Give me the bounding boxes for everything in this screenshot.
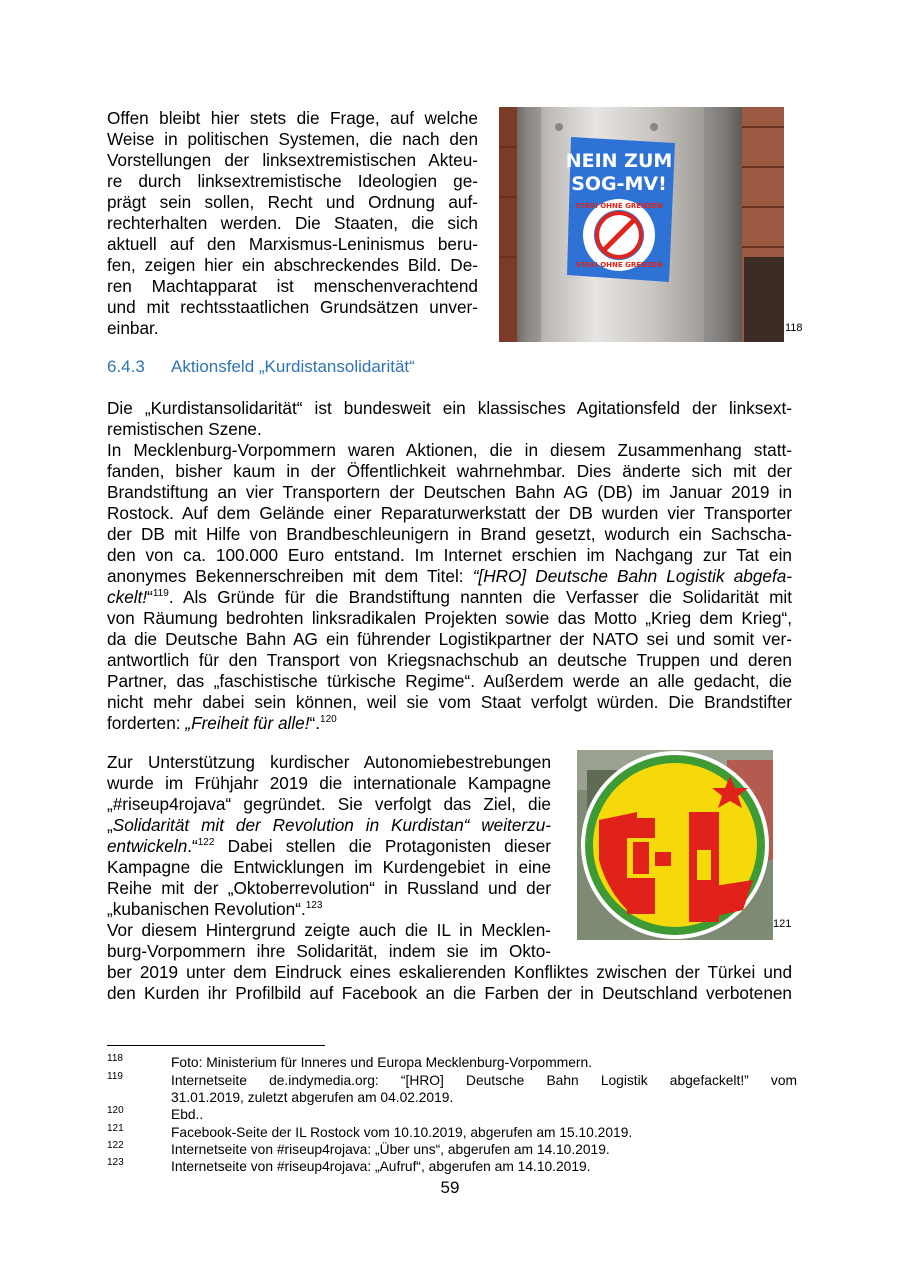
text-line: den von ca. 100.000 Euro entstand. Im Internet erschien im Nachgang zur Tat ein [107,545,792,565]
sticker-text-1: NEIN ZUM [565,150,673,172]
footnote-ref-119[interactable]: 119 [152,588,169,599]
text-line: aktuell auf den Marxismus-Leninismus beru- [107,234,478,254]
text-line: Reihe mit der „Oktoberrevolution“ in Russland und der [107,878,551,898]
text-line: Brandstiftung an vier Transportern der Deutschen Bahn AG (DB) im Januar 2019 in [107,482,792,502]
text-line: fen, zeigen hier ein abschreckendes Bild. De- [107,255,478,275]
footnote-number: 119 [107,1071,123,1082]
intro-paragraph [107,108,478,339]
il-logo-image [577,750,773,940]
footnote-text: Ebd.. [171,1107,204,1122]
sticker-ring-bottom: STASI OHNE GRENZEN [575,261,663,269]
text-line: prägt sein sollen, Recht und Ordnung auf- [107,192,478,212]
text-line: den Kurden ihr Profilbild auf Facebook an die Farben der in Deutschland verbotenen [107,983,792,1003]
text-line: ber 2019 unter dem Eindruck eines eskalierenden Konfliktes zwischen der Türkei und [107,962,792,982]
paragraph-3 [107,440,792,734]
text-line: und mit rechtsstaatlichen Grundsätzen unver- [107,297,478,317]
text-line: Vorstellungen der linksextremistischen Akteu- [107,150,478,170]
text-line: re durch linksextremistische Ideologien ge- [107,171,478,191]
footnote-number: 121 [107,1123,124,1134]
photo-caption-number: 118 [785,322,803,334]
text-line: forderten: „Freiheit für alle!“.$^{120}$ [107,713,337,733]
text-line: nicht mehr dabei sein können, weil sie vom Staat verfolgt würden. Die Brandstifter [107,692,792,712]
section-title: Aktionsfeld „Kurdistansolidarität“ [171,357,415,376]
text-line: antwortlich für den Transport von Kriegsnachschub an deutsche Truppen und deren [107,650,792,670]
footnote-ref-120[interactable]: 120 [320,714,337,725]
sticker-text-2: SOG-MV! [571,173,667,195]
text-line: burg-Vorpommern ihre Solidarität, indem sie im Okto- [107,941,551,961]
text-line: In Mecklenburg-Vorpommern waren Aktionen, die in diesem Zusammenhang statt- [107,440,792,460]
text-line: da die Deutsche Bahn AG ein führender Logistikpartner der NATO sei und somit ver- [107,629,792,649]
text-line: „#riseup4rojava“ gegründet. Sie verfolgt das Ziel, die [107,794,551,814]
paragraph-2 [107,398,792,440]
text-line: „kubanischen Revolution“.$^{123}$ [107,899,323,919]
footnote-text: Internetseite de.indymedia.org: “[HRO] Deutsche Bahn Logistik abgefackelt!” vom 31.01.2019, zuletzt abgerufen am 04.02.2019. [171,1073,797,1105]
text-line: „Solidarität mit der Revolution in Kurdistan“ weiterzu- [107,815,551,835]
text-line: entwickeln.“$^{122}$ Dabei stellen die Protagonisten dieser [107,836,551,856]
footnote-number: 122 [107,1140,124,1151]
text-line: Offen bleibt hier stets die Frage, auf welche [107,108,478,128]
footnote-text: Internetseite von #riseup4rojava: „Aufruf“, abgerufen am 14.10.2019. [171,1159,591,1174]
text-line: anonymes Bekennerschreiben mit dem Titel: “[HRO] Deutsche Bahn Logistik abgefa- [107,566,793,586]
footnote-ref-123[interactable]: 123 [305,900,323,911]
text-line: Zur Unterstützung kurdischer Autonomiebestrebungen [107,752,551,772]
footnote-separator [107,1045,325,1046]
text-line: ckelt!“$^{119}$. Als Gründe für die Brandstiftung nannten die Verfasser die Solidarität mit [107,587,792,607]
text-line: einbar. [107,318,159,338]
text-line: fanden, bisher kaum in der Öffentlichkeit wahrnehmbar. Dies änderte sich mit der [107,461,792,481]
footnote-number: 123 [107,1157,124,1168]
text-line: wurde im Frühjahr 2019 die internationale Kampagne [107,773,551,793]
text-line: von Räumung bedrohten linksradikalen Projekten sowie das Motto „Krieg dem Krieg“, [107,608,792,628]
text-line: Die „Kurdistansolidarität“ ist bundesweit ein klassisches Agitationsfeld der linksext- [107,398,792,418]
text-line: Kampagne die Entwicklungen im Kurdengebiet in eine [107,857,551,877]
section-number: 6.4.3 [107,357,145,376]
section-heading [107,357,415,377]
footnote-number: 118 [107,1053,123,1064]
text-line: Rostock. Auf dem Gelände einer Reparaturwerkstatt der DB wurden vier Transporter [107,503,792,523]
text-line: Vor diesem Hintergrund zeigte auch die IL in Mecklen- [107,920,551,940]
footnote-number: 120 [107,1105,124,1116]
text-line: rechterhalten werden. Die Staaten, die sich [107,213,478,233]
sticker-photo [499,107,784,342]
footnote-text: Facebook-Seite der IL Rostock vom 10.10.2019, abgerufen am 15.10.2019. [171,1125,633,1140]
sticker-ring-top: STASI OHNE GRENZEN [575,202,663,210]
text-line: remistischen Szene. [107,419,262,439]
page-number: 59 [440,1178,460,1197]
text-line: ren Machtapparat ist menschenverachtend [107,276,478,296]
quoted-title: “[HRO] Deutsche Bahn Logistik abgefa- [472,566,793,586]
footnote-text: Internetseite von #riseup4rojava: „Über uns“, abgerufen am 14.10.2019. [171,1142,610,1157]
paragraph-4 [107,752,551,962]
text-line: der DB mit Hilfe von Brandbeschleunigern in Brand gesetzt, wodurch ein Sachscha- [107,524,792,544]
logo-caption-number: 121 [773,918,792,930]
footnote-text: Foto: Ministerium für Inneres und Europa Mecklenburg-Vorpommern. [171,1055,592,1070]
text-line: Partner, das „faschistische türkische Regime“. Außerdem werde an alle gedacht, die [107,671,792,691]
text-line: Weise in politischen Systemen, die nach den [107,129,478,149]
footnote-ref-122[interactable]: 122 [197,837,215,848]
paragraph-4-continued [107,962,792,1004]
